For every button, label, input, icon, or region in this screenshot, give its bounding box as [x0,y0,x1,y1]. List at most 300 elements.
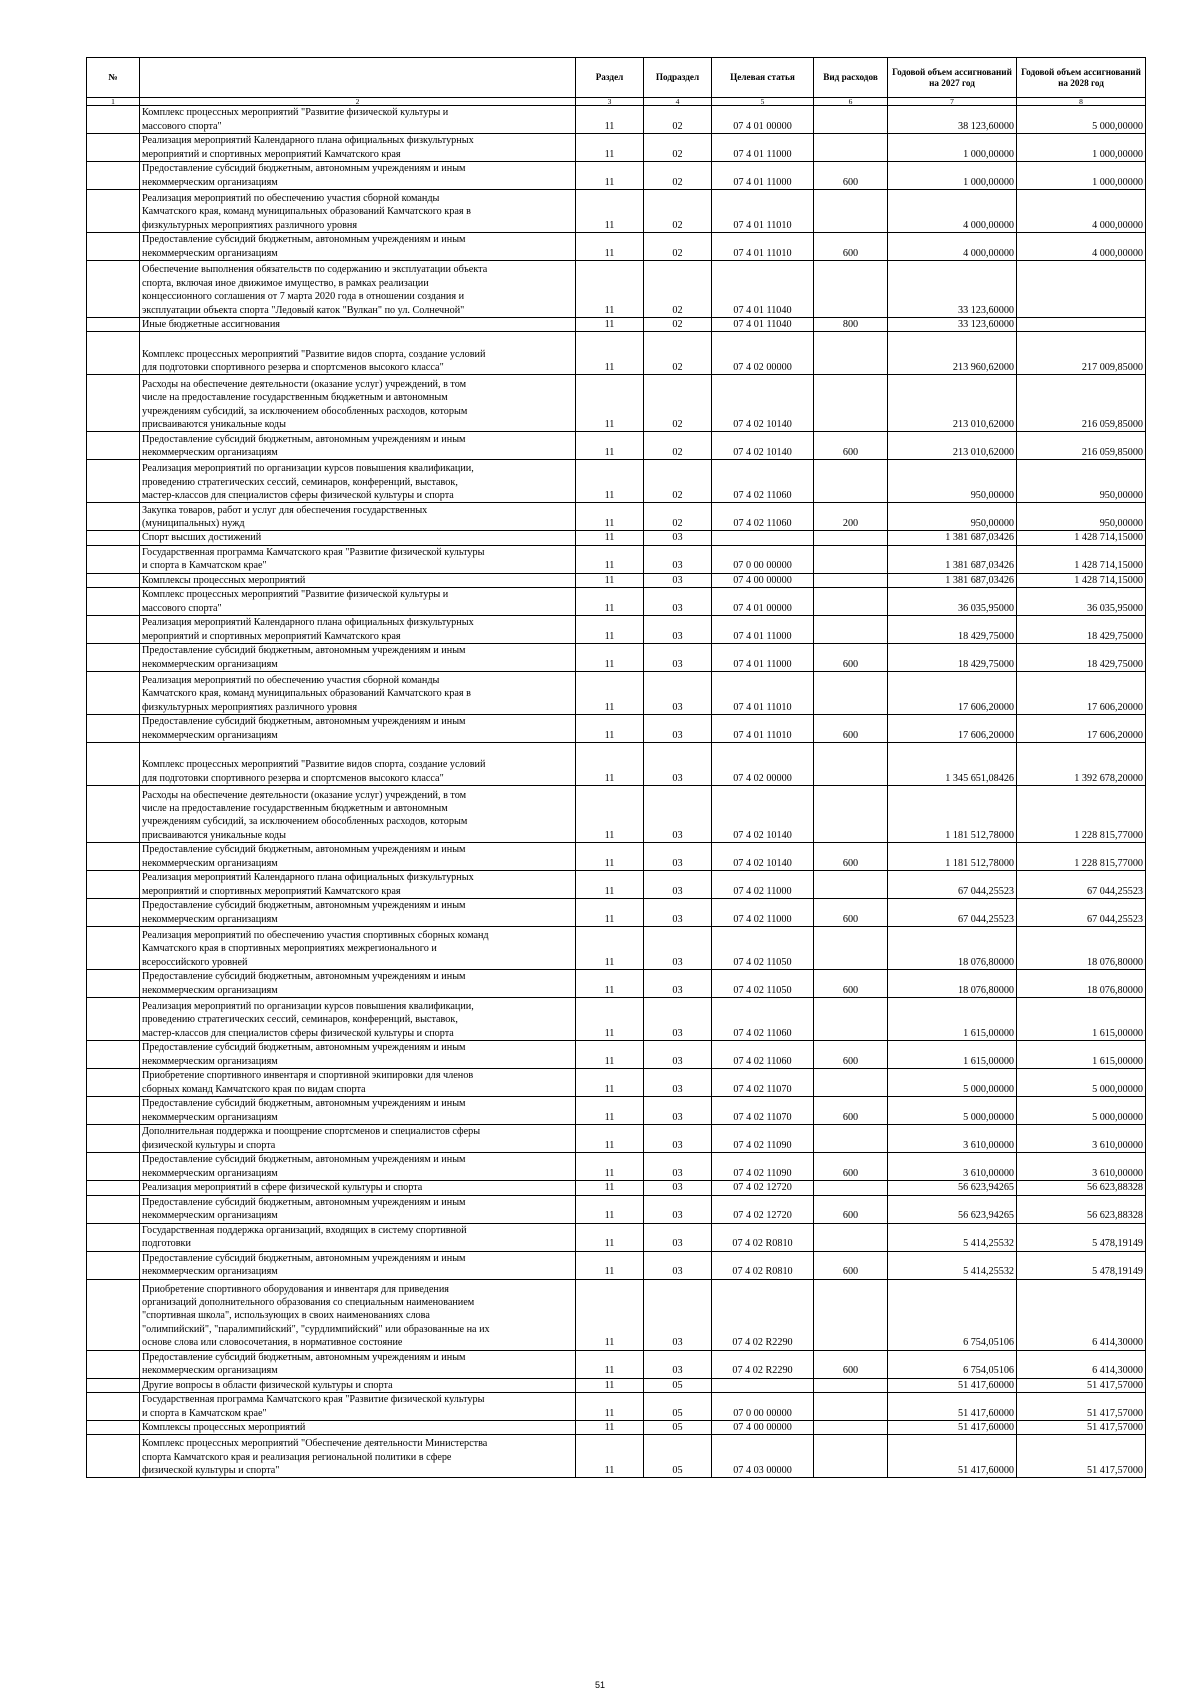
row-number [87,134,140,162]
row-expense-kind: 600 [814,432,888,460]
table-row [87,871,1146,899]
row-amount-2027: 56 623,94265 [888,1195,1017,1223]
row-subsection: 02 [644,318,712,332]
row-subsection: 03 [644,1097,712,1125]
row-amount-2027: 1 381 687,03426 [888,545,1017,573]
row-target-code: 07 4 01 11000 [712,134,814,162]
row-name: Предоставление субсидий бюджетным, автономным учреждениям и иным некоммерческим организациям [140,432,576,460]
row-amount-2027: 67 044,25523 [888,899,1017,927]
row-section: 11 [576,1251,644,1279]
row-subsection: 03 [644,573,712,587]
header-2027: Годовой объем ассигнований на 2027 год [888,58,1017,98]
row-expense-kind [814,134,888,162]
row-expense-kind: 600 [814,1153,888,1181]
row-amount-2028: 950,00000 [1017,503,1146,531]
row-expense-kind: 600 [814,715,888,743]
row-number [87,1097,140,1125]
row-expense-kind [814,1181,888,1195]
row-subsection: 03 [644,871,712,899]
row-expense-kind [814,588,888,616]
row-amount-2027: 17 606,20000 [888,672,1017,715]
row-number [87,786,140,843]
row-number [87,190,140,233]
row-expense-kind [814,1435,888,1478]
row-name: Государственная программа Камчатского края "Развитие физической культуры и спорта в Камчатском крае" [140,545,576,573]
row-number [87,1251,140,1279]
row-target-code: 07 4 01 11040 [712,261,814,318]
row-target-code: 07 4 01 11000 [712,616,814,644]
row-section: 11 [576,460,644,503]
row-subsection: 02 [644,233,712,261]
row-target-code: 07 4 02 11060 [712,460,814,503]
row-expense-kind: 600 [814,1041,888,1069]
row-target-code: 07 4 02 11090 [712,1153,814,1181]
row-amount-2028: 5 000,00000 [1017,1069,1146,1097]
row-target-code: 07 4 01 11040 [712,318,814,332]
row-amount-2028: 18 076,80000 [1017,927,1146,970]
row-section: 11 [576,318,644,332]
row-number [87,899,140,927]
row-subsection: 03 [644,1153,712,1181]
row-amount-2027: 1 181 512,78000 [888,786,1017,843]
row-amount-2027: 1 381 687,03426 [888,531,1017,545]
table-row [87,106,1146,134]
header-num: № [87,58,140,98]
row-expense-kind [814,786,888,843]
table-row [87,1279,1146,1350]
row-name: Предоставление субсидий бюджетным, автономным учреждениям и иным некоммерческим организациям [140,1251,576,1279]
row-amount-2028: 18 429,75000 [1017,644,1146,672]
row-number [87,1435,140,1478]
row-amount-2028: 1 428 714,15000 [1017,545,1146,573]
row-subsection: 03 [644,1279,712,1350]
row-name: Закупка товаров, работ и услуг для обеспечения государственных (муниципальных) нужд [140,503,576,531]
row-section: 11 [576,998,644,1041]
row-section: 11 [576,843,644,871]
row-subsection: 03 [644,588,712,616]
table-row [87,1378,1146,1392]
row-amount-2027: 1 000,00000 [888,162,1017,190]
row-amount-2028: 51 417,57000 [1017,1393,1146,1421]
row-subsection: 02 [644,106,712,134]
table-row [87,743,1146,786]
row-target-code: 07 4 02 11090 [712,1125,814,1153]
row-expense-kind [814,1393,888,1421]
row-section: 11 [576,899,644,927]
row-amount-2028: 17 606,20000 [1017,715,1146,743]
row-subsection: 02 [644,332,712,375]
row-expense-kind [814,460,888,503]
row-subsection: 02 [644,460,712,503]
row-subsection: 03 [644,1350,712,1378]
row-name: Реализация мероприятий Календарного плана официальных физкультурных мероприятий и спортивных мероприятий Камчатского края [140,871,576,899]
row-expense-kind [814,1378,888,1392]
row-subsection: 03 [644,998,712,1041]
row-name: Государственная программа Камчатского края "Развитие физической культуры и спорта в Камчатском крае" [140,1393,576,1421]
table-row [87,927,1146,970]
row-name: Приобретение спортивного оборудования и инвентаря для приведения организаций дополнительного образования со специальным наименованием "спортивная школа", использующих в своих наименованиях слова "олимпийский", "паралимпийский", "сурдлимпийский" или образованные на их основе слова или словосочетания, в нормативное состояние [140,1279,576,1350]
row-number [87,261,140,318]
row-target-code: 07 4 02 R0810 [712,1223,814,1251]
row-amount-2027: 1 345 651,08426 [888,743,1017,786]
row-expense-kind: 600 [814,1195,888,1223]
row-amount-2027: 33 123,60000 [888,318,1017,332]
row-expense-kind [814,743,888,786]
row-amount-2027: 4 000,00000 [888,233,1017,261]
row-amount-2027: 213 960,62000 [888,332,1017,375]
row-section: 11 [576,545,644,573]
table-row [87,261,1146,318]
row-target-code: 07 4 02 00000 [712,743,814,786]
row-amount-2027: 1 615,00000 [888,998,1017,1041]
row-amount-2027: 51 417,60000 [888,1378,1017,1392]
table-row [87,644,1146,672]
row-amount-2027: 18 076,80000 [888,970,1017,998]
row-expense-kind [814,261,888,318]
row-amount-2027: 950,00000 [888,460,1017,503]
row-number [87,432,140,460]
row-name: Расходы на обеспечение деятельности (оказание услуг) учреждений, в том числе на предоставление государственным бюджетным и автономным учреждениям субсидий, за исключением обособленных расходов, которым присваиваются уникальные коды [140,375,576,432]
row-expense-kind [814,545,888,573]
row-number [87,318,140,332]
row-name: Предоставление субсидий бюджетным, автономным учреждениям и иным некоммерческим организациям [140,1195,576,1223]
row-number [87,1125,140,1153]
row-amount-2028: 6 414,30000 [1017,1279,1146,1350]
row-number [87,970,140,998]
row-amount-2027: 5 000,00000 [888,1069,1017,1097]
table-row [87,134,1146,162]
row-amount-2028: 4 000,00000 [1017,233,1146,261]
column-number: 3 [576,98,644,106]
row-subsection: 03 [644,1041,712,1069]
row-expense-kind: 600 [814,644,888,672]
row-number [87,332,140,375]
row-amount-2028: 6 414,30000 [1017,1350,1146,1378]
row-subsection: 03 [644,1069,712,1097]
row-number [87,743,140,786]
row-amount-2028: 5 478,19149 [1017,1223,1146,1251]
row-name: Реализация мероприятий по организации курсов повышения квалификации, проведению стратегических сессий, семинаров, конференций, выставок, мастер-классов для специалистов сферы физической культуры и спорта [140,998,576,1041]
row-section: 11 [576,1125,644,1153]
table-row [87,1223,1146,1251]
row-amount-2027: 1 181 512,78000 [888,843,1017,871]
row-amount-2027: 213 010,62000 [888,432,1017,460]
row-section: 11 [576,786,644,843]
row-section: 11 [576,1350,644,1378]
row-expense-kind [814,332,888,375]
row-amount-2027: 33 123,60000 [888,261,1017,318]
row-number [87,1223,140,1251]
row-name: Спорт высших достижений [140,531,576,545]
row-amount-2027: 6 754,05106 [888,1279,1017,1350]
header-row [87,58,1146,98]
table-row [87,503,1146,531]
column-number: 1 [87,98,140,106]
row-subsection: 02 [644,503,712,531]
row-amount-2028: 51 417,57000 [1017,1378,1146,1392]
table-row [87,1251,1146,1279]
row-amount-2027: 18 076,80000 [888,927,1017,970]
row-number [87,1393,140,1421]
row-target-code: 07 4 01 11010 [712,715,814,743]
row-number [87,375,140,432]
table-row [87,233,1146,261]
table-row [87,162,1146,190]
table-row [87,375,1146,432]
row-subsection: 03 [644,1195,712,1223]
row-number [87,998,140,1041]
row-expense-kind [814,531,888,545]
row-section: 11 [576,106,644,134]
header-section: Раздел [576,58,644,98]
row-target-code: 07 4 01 00000 [712,588,814,616]
row-expense-kind [814,1421,888,1435]
row-subsection: 03 [644,786,712,843]
row-number [87,531,140,545]
table-body [87,106,1146,1478]
row-subsection: 03 [644,644,712,672]
row-target-code: 07 4 02 11070 [712,1097,814,1125]
row-name: Предоставление субсидий бюджетным, автономным учреждениям и иным некоммерческим организациям [140,644,576,672]
column-number: 4 [644,98,712,106]
row-amount-2028: 18 076,80000 [1017,970,1146,998]
table-row [87,318,1146,332]
row-amount-2028: 216 059,85000 [1017,432,1146,460]
row-expense-kind [814,106,888,134]
row-amount-2028 [1017,261,1146,318]
row-amount-2027: 67 044,25523 [888,871,1017,899]
row-amount-2027: 1 000,00000 [888,134,1017,162]
row-expense-kind: 600 [814,899,888,927]
row-number [87,573,140,587]
row-amount-2027: 4 000,00000 [888,190,1017,233]
row-number [87,1181,140,1195]
row-target-code: 07 4 00 00000 [712,1421,814,1435]
row-name: Реализация мероприятий Календарного плана официальных физкультурных мероприятий и спортивных мероприятий Камчатского края [140,616,576,644]
row-section: 11 [576,573,644,587]
row-amount-2028: 1 615,00000 [1017,998,1146,1041]
table-row [87,1069,1146,1097]
row-number [87,1195,140,1223]
row-amount-2028: 3 610,00000 [1017,1125,1146,1153]
row-section: 11 [576,162,644,190]
row-subsection: 03 [644,970,712,998]
row-target-code: 07 4 02 11070 [712,1069,814,1097]
row-target-code: 07 4 02 12720 [712,1181,814,1195]
row-name: Иные бюджетные ассигнования [140,318,576,332]
row-expense-kind: 600 [814,1251,888,1279]
row-amount-2028: 1 428 714,15000 [1017,573,1146,587]
row-expense-kind [814,616,888,644]
row-target-code: 07 4 02 R0810 [712,1251,814,1279]
row-amount-2028: 216 059,85000 [1017,375,1146,432]
table-row [87,970,1146,998]
row-name: Предоставление субсидий бюджетным, автономным учреждениям и иным некоммерческим организациям [140,162,576,190]
row-name: Реализация мероприятий по обеспечению участия спортивных сборных команд Камчатского края в спортивных мероприятиях межрегионального и всероссийского уровней [140,927,576,970]
row-amount-2027: 3 610,00000 [888,1153,1017,1181]
row-section: 11 [576,233,644,261]
table-row [87,1435,1146,1478]
table-row [87,1350,1146,1378]
row-name: Комплекс процессных мероприятий "Развитие физической культуры и массового спорта" [140,588,576,616]
row-section: 11 [576,616,644,644]
row-target-code: 07 4 01 11010 [712,190,814,233]
table-row [87,588,1146,616]
row-expense-kind [814,1223,888,1251]
row-name: Другие вопросы в области физической культуры и спорта [140,1378,576,1392]
row-number [87,1153,140,1181]
column-number: 2 [140,98,576,106]
row-number [87,545,140,573]
row-number [87,1421,140,1435]
table-row [87,573,1146,587]
row-expense-kind: 600 [814,233,888,261]
row-amount-2028: 36 035,95000 [1017,588,1146,616]
row-name: Реализация мероприятий в сфере физической культуры и спорта [140,1181,576,1195]
row-section: 11 [576,927,644,970]
row-number [87,1069,140,1097]
row-number [87,233,140,261]
table-row [87,715,1146,743]
row-number [87,644,140,672]
row-section: 11 [576,1069,644,1097]
row-amount-2028 [1017,318,1146,332]
row-subsection: 03 [644,672,712,715]
row-subsection: 03 [644,545,712,573]
row-name: Комплексы процессных мероприятий [140,1421,576,1435]
row-number [87,927,140,970]
row-expense-kind: 200 [814,503,888,531]
row-target-code [712,1378,814,1392]
table-row [87,545,1146,573]
row-name: Расходы на обеспечение деятельности (оказание услуг) учреждений, в том числе на предоставление государственным бюджетным и автономным учреждениям субсидий, за исключением обособленных расходов, которым присваиваются уникальные коды [140,786,576,843]
row-target-code: 07 4 02 11060 [712,998,814,1041]
row-target-code: 07 4 02 00000 [712,332,814,375]
row-subsection: 03 [644,899,712,927]
row-subsection: 05 [644,1421,712,1435]
row-subsection: 03 [644,531,712,545]
row-number [87,715,140,743]
row-amount-2028: 5 000,00000 [1017,106,1146,134]
row-amount-2027: 36 035,95000 [888,588,1017,616]
row-name: Комплексы процессных мероприятий [140,573,576,587]
row-name: Предоставление субсидий бюджетным, автономным учреждениям и иным некоммерческим организациям [140,715,576,743]
row-amount-2028: 1 000,00000 [1017,162,1146,190]
table-row [87,190,1146,233]
row-amount-2027: 6 754,05106 [888,1350,1017,1378]
row-section: 11 [576,1378,644,1392]
row-expense-kind [814,190,888,233]
header-kind: Вид расходов [814,58,888,98]
row-subsection: 03 [644,1223,712,1251]
row-target-code: 07 0 00 00000 [712,545,814,573]
row-expense-kind [814,1279,888,1350]
row-amount-2028: 1 615,00000 [1017,1041,1146,1069]
row-subsection: 05 [644,1435,712,1478]
column-number: 8 [1017,98,1146,106]
row-name: Предоставление субсидий бюджетным, автономным учреждениям и иным некоммерческим организациям [140,1153,576,1181]
row-name: Реализация мероприятий Календарного плана официальных физкультурных мероприятий и спортивных мероприятий Камчатского края [140,134,576,162]
row-amount-2028: 18 429,75000 [1017,616,1146,644]
row-amount-2027: 1 381 687,03426 [888,573,1017,587]
column-number: 6 [814,98,888,106]
row-target-code: 07 0 00 00000 [712,1393,814,1421]
row-section: 11 [576,1041,644,1069]
row-target-code: 07 4 02 11050 [712,927,814,970]
row-amount-2027: 17 606,20000 [888,715,1017,743]
row-target-code: 07 4 00 00000 [712,573,814,587]
row-amount-2028: 1 228 815,77000 [1017,786,1146,843]
row-subsection: 03 [644,927,712,970]
row-amount-2028: 4 000,00000 [1017,190,1146,233]
row-amount-2027: 5 414,25532 [888,1223,1017,1251]
row-subsection: 03 [644,743,712,786]
row-subsection: 02 [644,432,712,460]
row-subsection: 02 [644,162,712,190]
row-amount-2028: 67 044,25523 [1017,899,1146,927]
row-number [87,1279,140,1350]
row-subsection: 02 [644,261,712,318]
row-section: 11 [576,190,644,233]
row-section: 11 [576,672,644,715]
row-number [87,871,140,899]
row-expense-kind: 600 [814,843,888,871]
row-target-code: 07 4 02 10140 [712,375,814,432]
row-amount-2028: 5 000,00000 [1017,1097,1146,1125]
row-section: 11 [576,970,644,998]
row-expense-kind [814,927,888,970]
row-amount-2027: 950,00000 [888,503,1017,531]
row-name: Обеспечение выполнения обязательств по содержанию и эксплуатации объекта спорта, включая иное движимое имущество, в рамках реализации концессионного соглашения от 7 марта 2020 года в отношении создания и эксплуатации объекта спорта "Ледовый каток "Вулкан" по ул. Солнечной" [140,261,576,318]
table-row [87,1097,1146,1125]
row-name: Комплекс процессных мероприятий "Развитие физической культуры и массового спорта" [140,106,576,134]
row-number [87,843,140,871]
row-subsection: 02 [644,375,712,432]
table-row [87,1041,1146,1069]
row-expense-kind [814,573,888,587]
row-number [87,616,140,644]
row-section: 11 [576,588,644,616]
row-section: 11 [576,1393,644,1421]
table-row [87,531,1146,545]
row-expense-kind: 600 [814,1097,888,1125]
table-row [87,786,1146,843]
row-amount-2028: 51 417,57000 [1017,1421,1146,1435]
row-section: 11 [576,1279,644,1350]
row-amount-2028: 56 623,88328 [1017,1181,1146,1195]
row-name: Предоставление субсидий бюджетным, автономным учреждениям и иным некоммерческим организациям [140,970,576,998]
row-name: Предоставление субсидий бюджетным, автономным учреждениям и иным некоммерческим организациям [140,1097,576,1125]
row-section: 11 [576,1195,644,1223]
row-target-code: 07 4 03 00000 [712,1435,814,1478]
row-section: 11 [576,1421,644,1435]
row-expense-kind [814,998,888,1041]
row-target-code: 07 4 02 10140 [712,786,814,843]
row-amount-2027: 3 610,00000 [888,1125,1017,1153]
row-number [87,162,140,190]
row-number [87,672,140,715]
row-subsection: 05 [644,1378,712,1392]
row-target-code: 07 4 02 12720 [712,1195,814,1223]
row-target-code: 07 4 02 R2290 [712,1279,814,1350]
row-target-code [712,531,814,545]
table-row [87,332,1146,375]
row-section: 11 [576,1223,644,1251]
row-section: 11 [576,743,644,786]
row-amount-2027: 1 615,00000 [888,1041,1017,1069]
row-amount-2028: 1 000,00000 [1017,134,1146,162]
row-section: 11 [576,644,644,672]
